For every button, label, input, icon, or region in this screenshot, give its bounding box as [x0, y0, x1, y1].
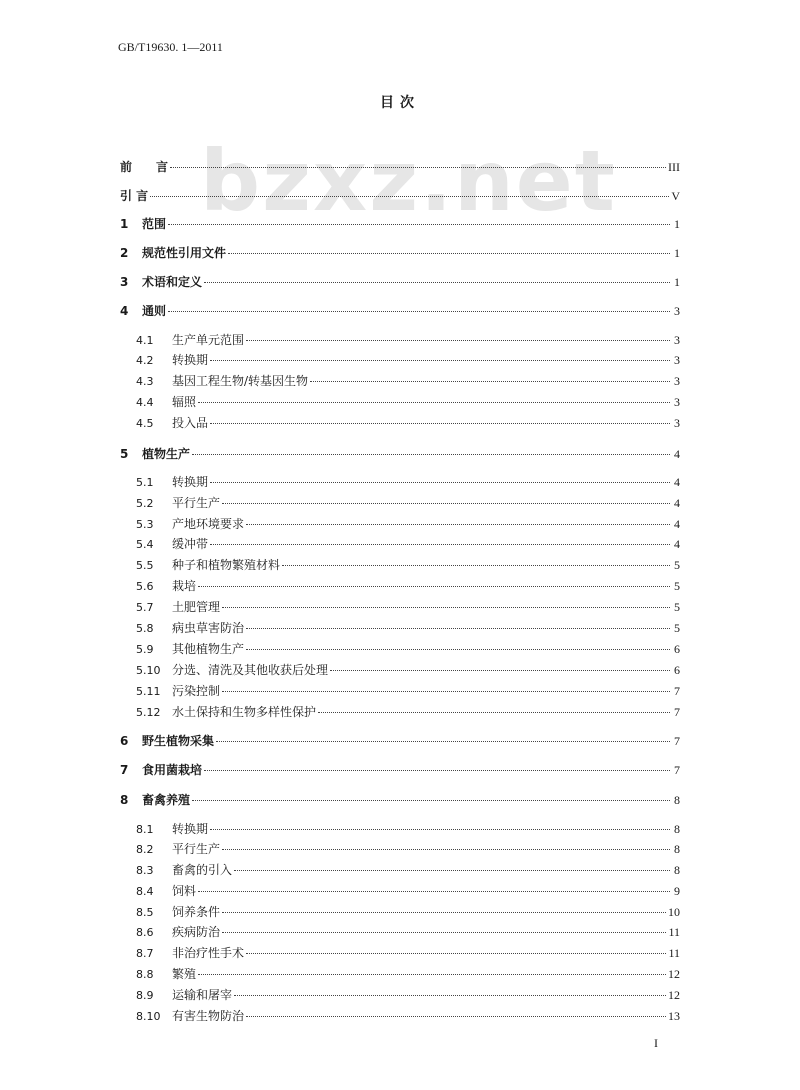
dot-leader [198, 974, 666, 975]
toc-entry-number: 4.1 [136, 334, 154, 347]
toc-entry-number: 8.6 [136, 926, 154, 939]
toc-entry-page: 1 [674, 275, 680, 289]
toc-entry[interactable] [120, 965, 680, 982]
toc-entry[interactable] [120, 215, 680, 232]
toc-entry[interactable] [120, 1007, 680, 1024]
page-number: I [654, 1036, 658, 1050]
dot-leader [246, 524, 670, 525]
dot-leader [150, 196, 669, 197]
dot-leader [282, 565, 670, 566]
toc-entry-page: 12 [668, 967, 680, 981]
toc-entry-page: 12 [668, 988, 680, 1002]
dot-leader [204, 770, 670, 771]
toc-entry-number: 2 [120, 246, 129, 260]
toc-entry-page: 3 [674, 416, 680, 430]
toc-entry[interactable] [120, 619, 680, 636]
toc-entry-page: 4 [674, 496, 680, 510]
toc-entry-title: 污染控制 [172, 684, 221, 698]
dot-leader [192, 800, 670, 801]
toc-entry[interactable] [120, 331, 680, 348]
toc-entry[interactable] [120, 372, 680, 389]
dot-leader [246, 1016, 666, 1017]
toc-entry-title: 转换期 [172, 475, 209, 489]
toc-entry-title: 有害生物防治 [172, 1009, 245, 1023]
toc-entry-page: 5 [674, 579, 680, 593]
dot-leader [222, 503, 670, 504]
toc-entry-number: 5.4 [136, 538, 154, 551]
toc-entry-number: 3 [120, 275, 129, 289]
dot-leader [210, 360, 670, 361]
toc-entry[interactable] [120, 445, 680, 462]
toc-entry-title: 规范性引用文件 [142, 246, 227, 260]
toc-entry[interactable] [120, 515, 680, 532]
toc-entry[interactable] [120, 640, 680, 657]
toc-entry[interactable] [120, 820, 680, 837]
toc-entry-page: 9 [674, 884, 680, 898]
toc-entry-page: 8 [674, 863, 680, 877]
toc-entry-page: 3 [674, 353, 680, 367]
toc-entry-number: 4.2 [136, 354, 154, 367]
toc-entry-number: 5.7 [136, 601, 154, 614]
toc-entry-title: 前 言 [120, 160, 169, 174]
toc-entry-number: 5.5 [136, 559, 154, 572]
toc-entry[interactable] [120, 703, 680, 720]
toc-entry-title: 投入品 [172, 416, 209, 430]
toc-entry-page: 4 [674, 475, 680, 489]
dot-leader [210, 829, 670, 830]
watermark: bzxz.net [200, 132, 617, 230]
toc-entry-title: 产地环境要求 [172, 517, 245, 531]
toc-entry-title: 食用菌栽培 [142, 763, 203, 777]
toc-entry-title: 土肥管理 [172, 600, 221, 614]
toc-entry[interactable] [120, 732, 680, 749]
toc-entry-number: 4.4 [136, 396, 154, 409]
dot-leader [222, 607, 670, 608]
toc-entry-number: 8 [120, 793, 129, 807]
dot-leader [318, 712, 670, 713]
toc-entry-title: 野生植物采集 [142, 734, 215, 748]
toc-entry-page: 4 [674, 447, 680, 461]
toc-entry-number: 5.2 [136, 497, 154, 510]
toc-entry-page: 8 [674, 793, 680, 807]
dot-leader [198, 891, 670, 892]
toc-entry[interactable] [120, 158, 680, 175]
dot-leader [198, 402, 670, 403]
toc-entry-page: III [668, 160, 680, 174]
toc-entry-title: 种子和植物繁殖材料 [172, 558, 281, 572]
toc-entry-number: 5.9 [136, 643, 154, 656]
dot-leader [204, 282, 670, 283]
toc-entry[interactable] [120, 414, 680, 431]
toc-entry-title: 疾病防治 [172, 925, 221, 939]
toc-entry-title: 植物生产 [142, 447, 191, 461]
toc-entry-title: 水土保持和生物多样性保护 [172, 705, 317, 719]
toc-entry-page: 3 [674, 395, 680, 409]
toc-entry-title: 基因工程生物/转基因生物 [172, 374, 309, 388]
toc-entry-number: 8.1 [136, 823, 154, 836]
toc-entry-title: 平行生产 [172, 842, 221, 856]
toc-entry-number: 5 [120, 447, 129, 461]
toc-entry-page: 5 [674, 558, 680, 572]
dot-leader [246, 649, 670, 650]
toc-entry-page: V [671, 189, 680, 203]
toc-entry-number: 4.3 [136, 375, 154, 388]
dot-leader [310, 381, 670, 382]
dot-leader [234, 995, 666, 996]
toc-entry-number: 5.6 [136, 580, 154, 593]
toc-entry-title: 病虫草害防治 [172, 621, 245, 635]
toc-entry-page: 7 [674, 763, 680, 777]
dot-leader [168, 224, 670, 225]
toc-entry-page: 3 [674, 374, 680, 388]
toc-entry-title: 通则 [142, 304, 167, 318]
toc-entry-title: 生产单元范围 [172, 333, 245, 347]
toc-entry-number: 5.3 [136, 518, 154, 531]
toc-entry-number: 8.9 [136, 989, 154, 1002]
dot-leader [170, 167, 666, 168]
document-header: GB/T19630. 1—2011 [118, 40, 223, 54]
toc-entry-number: 5.11 [136, 685, 161, 698]
toc-entry[interactable] [120, 682, 680, 699]
dot-leader [168, 311, 670, 312]
toc-entry-title: 非治疗性手术 [172, 946, 245, 960]
toc-entry-number: 4 [120, 304, 129, 318]
toc-entry-page: 3 [674, 333, 680, 347]
toc-entry[interactable] [120, 556, 680, 573]
dot-leader [246, 628, 670, 629]
toc-entry-page: 11 [668, 946, 680, 960]
toc-entry-page: 10 [668, 905, 680, 919]
toc-entry-title: 转换期 [172, 822, 209, 836]
toc-entry[interactable] [120, 351, 680, 368]
toc-entry-page: 1 [674, 246, 680, 260]
toc-entry-title: 其他植物生产 [172, 642, 245, 656]
dot-leader [216, 741, 670, 742]
toc-entry-title: 繁殖 [172, 967, 197, 981]
dot-leader [246, 340, 670, 341]
toc-entry[interactable] [120, 986, 680, 1003]
toc-entry[interactable] [120, 302, 680, 319]
dot-leader [222, 691, 670, 692]
toc-entry-page: 6 [674, 663, 680, 677]
toc-entry-page: 6 [674, 642, 680, 656]
toc-entry-title: 平行生产 [172, 496, 221, 510]
toc-entry-page: 11 [668, 925, 680, 939]
toc-entry-page: 4 [674, 537, 680, 551]
toc-entry[interactable] [120, 494, 680, 511]
toc-entry-page: 13 [668, 1009, 680, 1023]
toc-entry-title: 饲料 [172, 884, 197, 898]
toc-entry-page: 5 [674, 621, 680, 635]
toc-entry[interactable] [120, 661, 680, 678]
dot-leader [330, 670, 670, 671]
toc-entry-page: 7 [674, 684, 680, 698]
toc-entry-page: 8 [674, 822, 680, 836]
toc-entry[interactable] [120, 187, 680, 204]
toc-entry-number: 5.10 [136, 664, 161, 677]
toc-entry-page: 7 [674, 734, 680, 748]
toc-entry-title: 运输和屠宰 [172, 988, 233, 1002]
toc-entry-title: 范围 [142, 217, 167, 231]
dot-leader [246, 953, 666, 954]
toc-entry-title: 栽培 [172, 579, 197, 593]
dot-leader [210, 482, 670, 483]
dot-leader [234, 870, 670, 871]
toc-entry-title: 转换期 [172, 353, 209, 367]
toc-entry-title: 引 言 [120, 189, 149, 203]
toc-entry-number: 8.4 [136, 885, 154, 898]
toc-entry-title: 畜禽的引入 [172, 863, 233, 877]
toc-entry-number: 5.12 [136, 706, 161, 719]
toc-entry-number: 1 [120, 217, 129, 231]
toc-entry-number: 6 [120, 734, 129, 748]
toc-entry[interactable] [120, 273, 680, 290]
toc-entry-title: 畜禽养殖 [142, 793, 191, 807]
dot-leader [198, 586, 670, 587]
toc-entry[interactable] [120, 791, 680, 808]
toc-entry-title: 饲养条件 [172, 905, 221, 919]
toc-entry[interactable] [120, 903, 680, 920]
dot-leader [228, 253, 670, 254]
toc-entry[interactable] [120, 577, 680, 594]
dot-leader [210, 544, 670, 545]
toc-entry[interactable] [120, 944, 680, 961]
toc-entry-number: 8.2 [136, 843, 154, 856]
toc-entry-title: 分选、清洗及其他收获后处理 [172, 663, 329, 677]
toc-entry-number: 5.1 [136, 476, 154, 489]
toc-entry-page: 7 [674, 705, 680, 719]
toc-entry[interactable] [120, 244, 680, 261]
toc-entry-number: 8.10 [136, 1010, 161, 1023]
toc-entry[interactable] [120, 598, 680, 615]
page-title: 目次 [380, 95, 420, 111]
toc-entry-title: 缓冲带 [172, 537, 209, 551]
toc-entry-page: 3 [674, 304, 680, 318]
toc-entry-number: 7 [120, 763, 129, 777]
toc-entry-page: 1 [674, 217, 680, 231]
toc-entry-number: 4.5 [136, 417, 154, 430]
dot-leader [210, 423, 670, 424]
toc-entry[interactable] [120, 840, 680, 857]
toc-entry-page: 5 [674, 600, 680, 614]
toc-entry[interactable] [120, 882, 680, 899]
dot-leader [192, 454, 670, 455]
toc-entry-page: 4 [674, 517, 680, 531]
toc-entry-number: 8.5 [136, 906, 154, 919]
toc-entry-number: 5.8 [136, 622, 154, 635]
toc-entry-number: 8.3 [136, 864, 154, 877]
toc-entry-title: 术语和定义 [142, 275, 203, 289]
toc-entry-title: 辐照 [172, 395, 197, 409]
toc-entry-number: 8.8 [136, 968, 154, 981]
toc-entry[interactable] [120, 761, 680, 778]
toc-entry[interactable] [120, 473, 680, 490]
toc-entry-number: 8.7 [136, 947, 154, 960]
toc-entry-page: 8 [674, 842, 680, 856]
toc-entry[interactable] [120, 535, 680, 552]
dot-leader [222, 849, 670, 850]
toc-entry[interactable] [120, 861, 680, 878]
dot-leader [222, 912, 666, 913]
dot-leader [222, 932, 666, 933]
toc-entry[interactable] [120, 393, 680, 410]
toc-entry[interactable] [120, 923, 680, 940]
